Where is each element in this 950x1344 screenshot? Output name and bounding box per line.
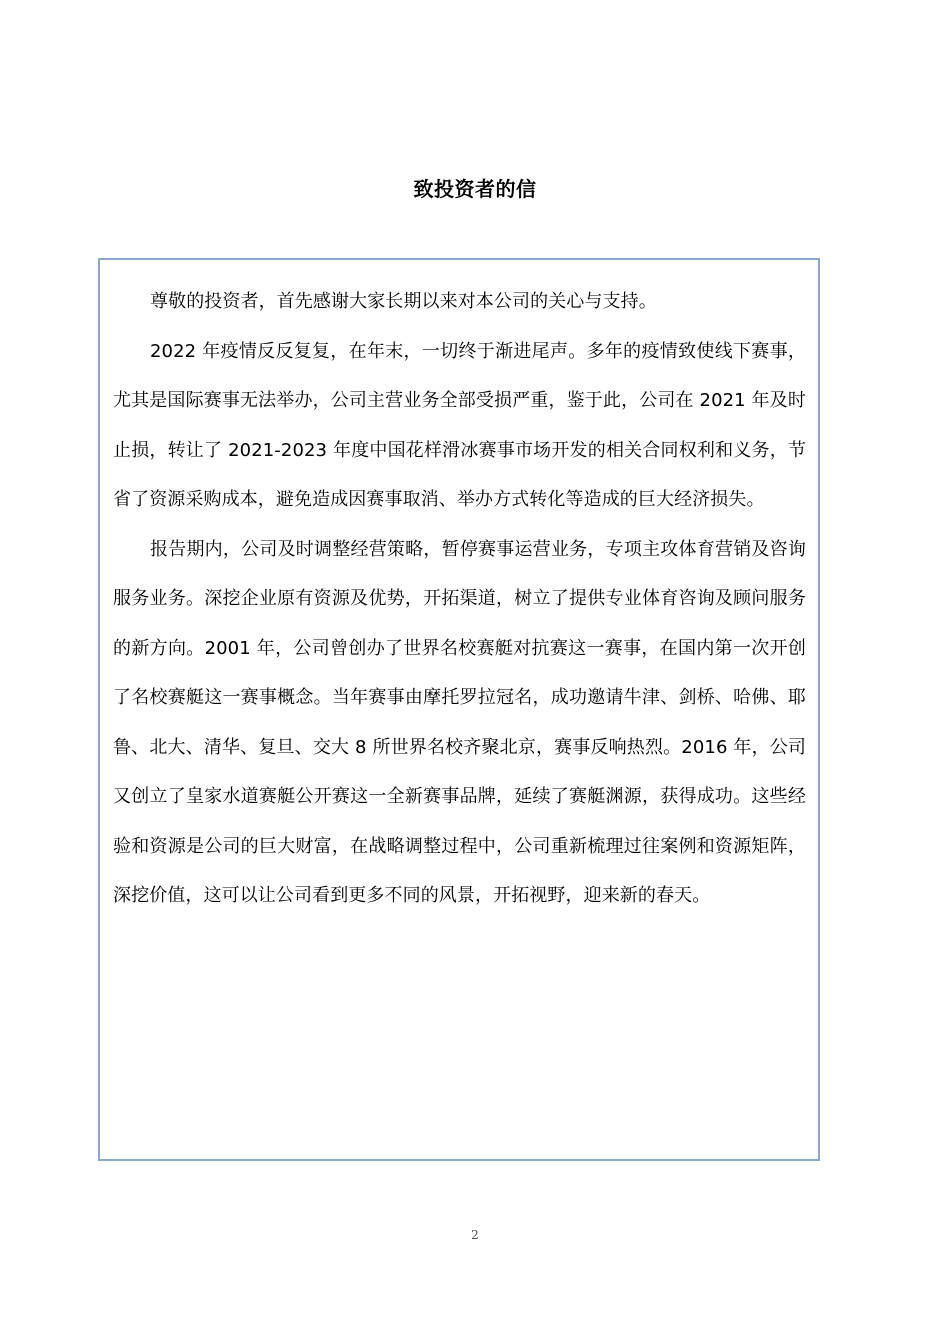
paragraph-2022-review: 2022 年疫情反反复复，在年末，一切终于渐进尾声。多年的疫情致使线下赛事，尤其是国际赛事无法举办，公司主营业务全部受损严重，鉴于此，公司在 2021 年及时止损，转让了 2021-2023 年度中国花样滑冰赛事市场开发的相关合同权利和义务，节省了资源采购成本，避免造成因赛事取消、举办方式转化等造成的巨大经济损失。 — [113, 340, 806, 510]
page-number: 2 — [471, 1228, 479, 1242]
page-title: 致投资者的信 — [413, 177, 537, 201]
paragraph-strategy: 报告期内，公司及时调整经营策略，暂停赛事运营业务，专项主攻体育营销及咨询服务业务。深挖企业原有资源及优势，开拓渠道，树立了提供专业体育咨询及顾问服务的新方向。2001 年，公司曾创办了世界名校赛艇对抗赛这一赛事，在国内第一次开创了名校赛艇这一赛事概念。当年赛事由摩托罗拉冠名，成功邀请牛津、剑桥、哈佛、耶鲁、北大、清华、复旦、交大 8 所世界名校齐聚北京，赛事反响热烈。2016 年，公司又创立了皇家水道赛艇公开赛这一全新赛事品牌，延续了赛艇渊源，获得成功。这些经验和资源是公司的巨大财富，在战略调整过程中，公司重新梳理过往案例和资源矩阵，深挖价值，这可以让公司看到更多不同的风景，开拓视野，迎来新的春天。 — [113, 538, 806, 906]
paragraph-greeting: 尊敬的投资者，首先感谢大家长期以来对本公司的关心与支持。 — [150, 291, 657, 312]
letter-body-box — [98, 258, 820, 1161]
